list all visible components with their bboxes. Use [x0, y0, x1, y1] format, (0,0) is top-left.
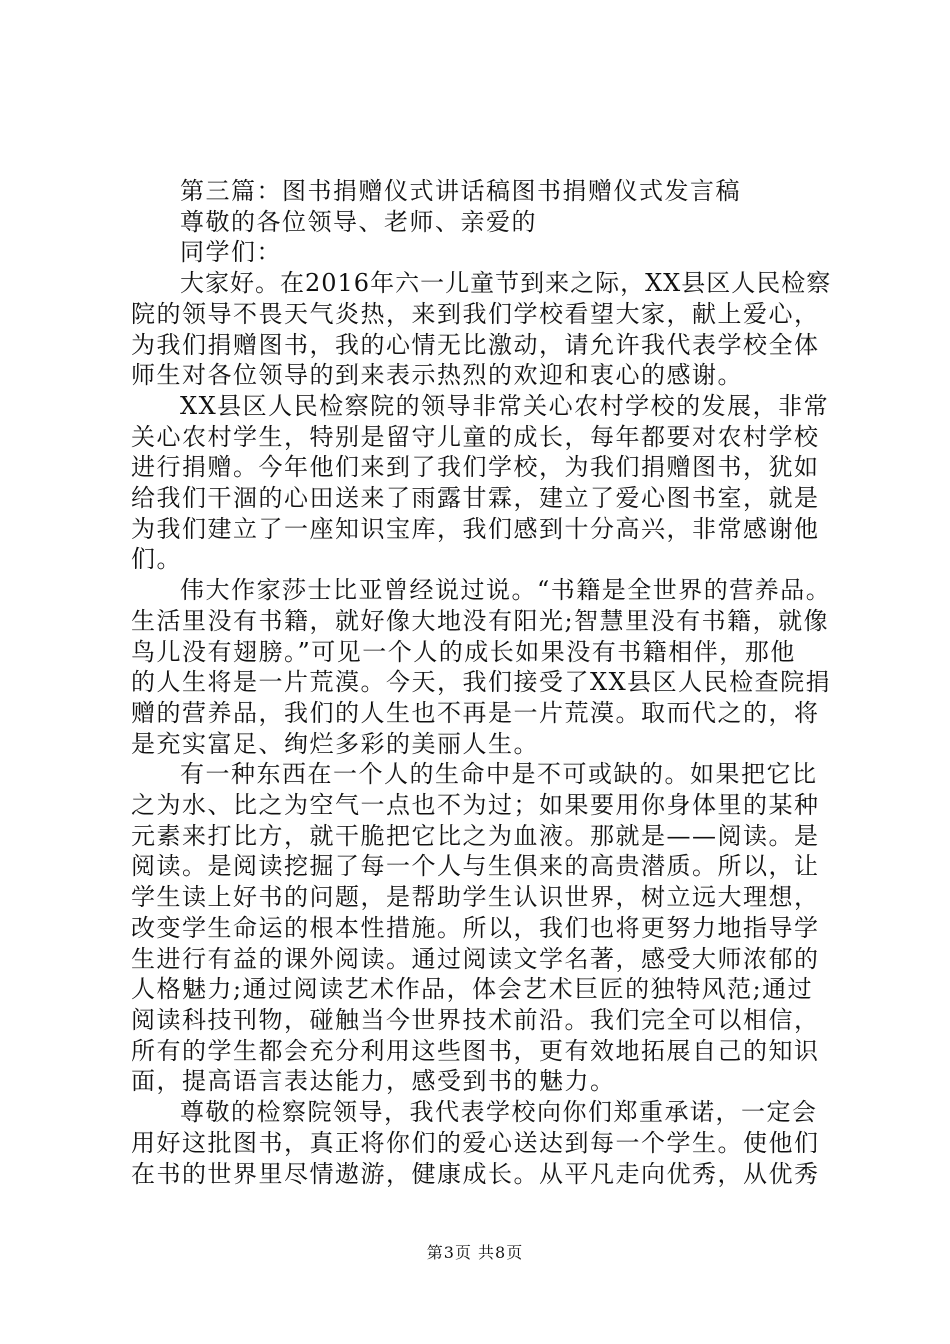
text-line: 尊敬的检察院领导，我代表学校向你们郑重承诺，一定会 [180, 1098, 818, 1127]
text-line: 阅读。是阅读挖掘了每一个人与生俱来的高贵潜质。所以，让 [131, 852, 820, 881]
text-line: 们。 [131, 545, 182, 574]
text-line: 给我们干涸的心田送来了雨露甘霖，建立了爱心图书室，就是 [131, 484, 820, 513]
text-line: 是充实富足、绚烂多彩的美丽人生。 [131, 729, 539, 758]
text-line: 尊敬的各位领导、老师、亲爱的 [180, 207, 537, 236]
text-line: 改变学生命运的根本性措施。所以，我们也将更努力地指导学 [131, 913, 820, 942]
text-line: 人格魅力;通过阅读艺术作品，体会艺术巨匠的独特风范;通过 [131, 975, 814, 1004]
text-line: 生进行有益的课外阅读。通过阅读文学名著，感受大师浓郁的 [131, 944, 820, 973]
text-line: 在书的世界里尽情遨游，健康成长。从平凡走向优秀，从优秀 [131, 1159, 820, 1188]
text-line: 生活里没有书籍，就好像大地没有阳光;智慧里没有书籍，就像 [131, 606, 830, 635]
text-line: 有一种东西在一个人的生命中是不可或缺的。如果把它比 [180, 760, 818, 789]
text-line: 同学们： [180, 238, 282, 267]
document-body [131, 176, 831, 1189]
text-line: 进行捐赠。今年他们来到了我们学校，为我们捐赠图书，犹如 [131, 453, 820, 482]
text-line: 所有的学生都会充分利用这些图书，更有效地拓展自己的知识 [131, 1036, 820, 1065]
text-line: 伟大作家莎士比亚曾经说过说。“书籍是全世界的营养品。 [180, 576, 832, 605]
text-line: 为我们捐赠图书，我的心情无比激动，请允许我代表学校全体 [131, 330, 820, 359]
text-line: 赠的营养品，我们的人生也不再是一片荒漠。取而代之的，将 [131, 698, 820, 727]
page-number: 第3页 共8页 [426, 1243, 524, 1262]
text-line: 的人生将是一片荒漠。今天，我们接受了XX县区人民检查院捐 [131, 668, 832, 697]
text-line: 第三篇：图书捐赠仪式讲话稿图书捐赠仪式发言稿 [180, 177, 741, 205]
text-line: 用好这批图书，真正将你们的爱心送达到每一个学生。使他们 [131, 1128, 820, 1157]
text-line: 师生对各位领导的到来表示热烈的欢迎和衷心的感谢。 [131, 361, 743, 390]
text-line: 关心农村学生，特别是留守儿童的成长，每年都要对农村学校 [131, 422, 820, 451]
text-line: 学生读上好书的问题，是帮助学生认识世界，树立远大理想， [131, 883, 820, 912]
text-line: 之为水、比之为空气一点也不为过；如果要用你身体里的某种 [131, 791, 820, 820]
text-line: 面，提高语言表达能力，感受到书的魅力。 [131, 1067, 616, 1096]
text-line: 大家好。在2016年六一儿童节到来之际，XX县区人民检察 [180, 269, 832, 298]
text-line: XX县区人民检察院的领导非常关心农村学校的发展，非常 [180, 391, 830, 420]
text-line: 为我们建立了一座知识宝库，我们感到十分高兴，非常感谢他 [131, 514, 820, 543]
text-line: 元素来打比方，就干脆把它比之为血液。那就是——阅读。是 [131, 821, 820, 850]
text-line: 院的领导不畏天气炎热，来到我们学校看望大家，献上爱心， [131, 299, 820, 328]
text-line: 阅读科技刊物，碰触当今世界技术前沿。我们完全可以相信， [131, 1005, 820, 1034]
text-line: 鸟儿没有翅膀。”可见一个人的成长如果没有书籍相伴，那他 [131, 637, 796, 666]
